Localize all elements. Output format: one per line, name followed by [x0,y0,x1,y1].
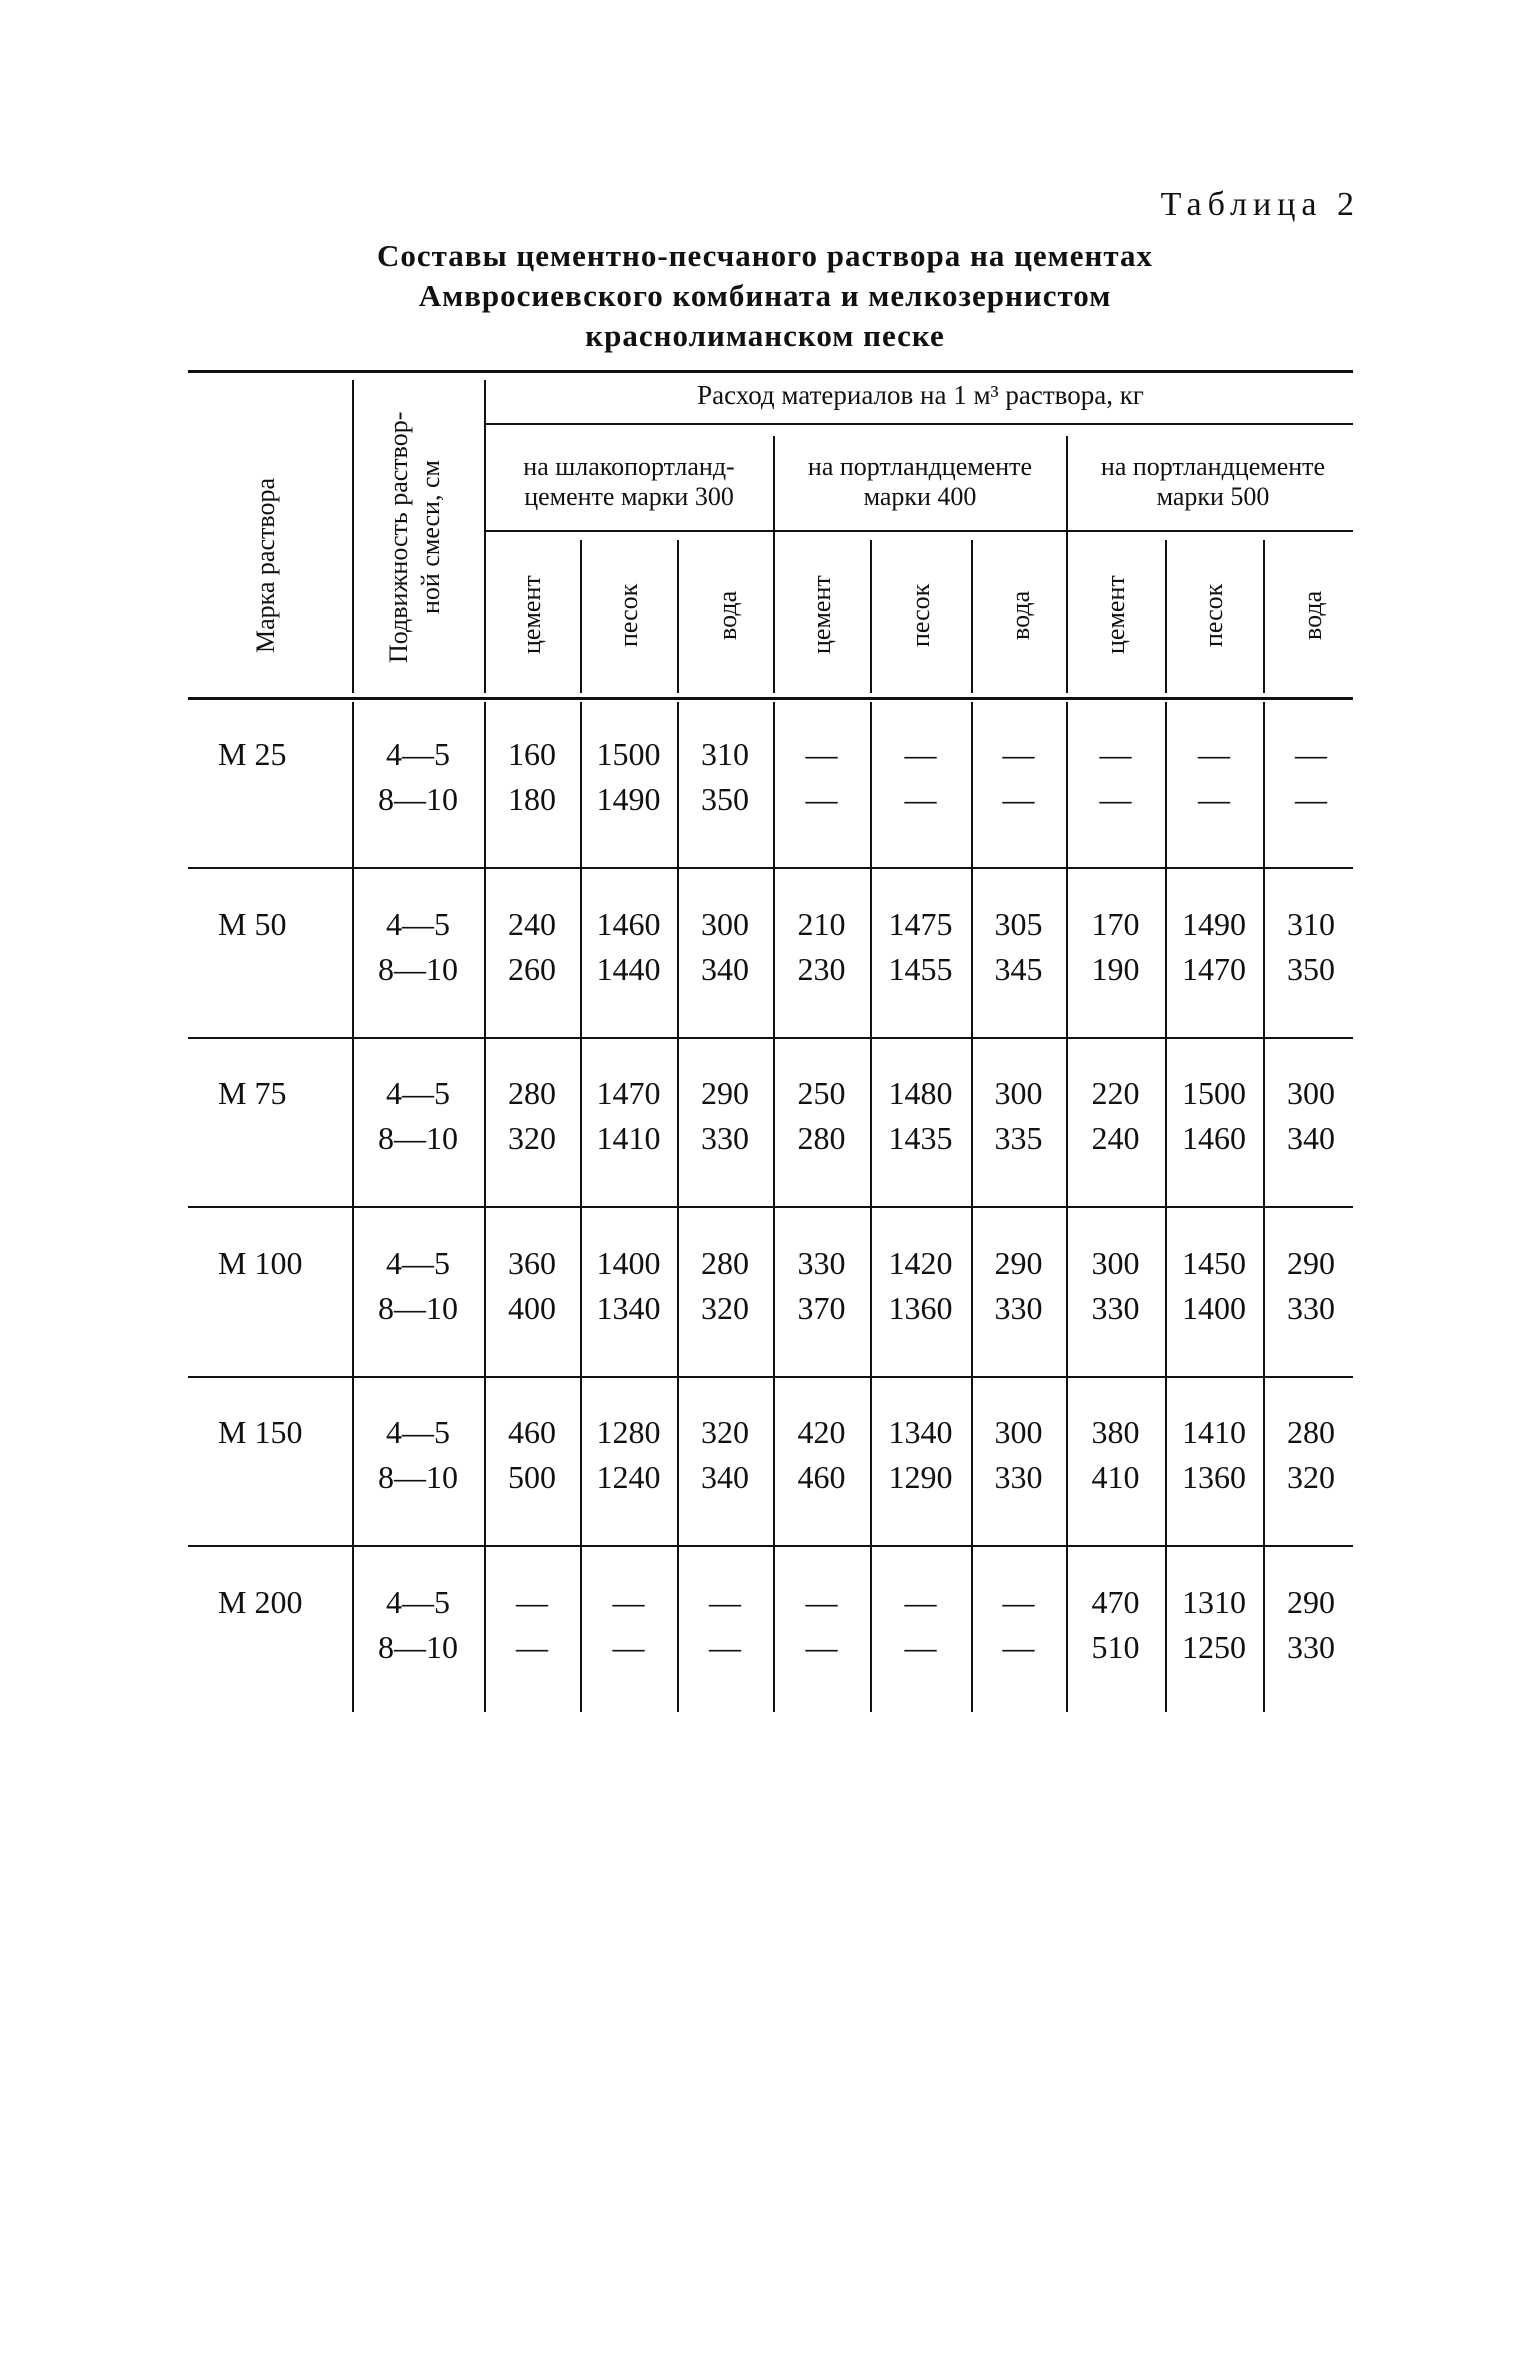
table-cell: 280 [701,1245,749,1281]
table-cell: 300 [994,1075,1043,1111]
table-cell: — [1198,781,1230,817]
table-cell: 350 [1287,951,1335,987]
table-cell: — [904,736,937,772]
header-water: вода [713,590,742,640]
header-group-500-line1: на портландцементе [1100,452,1326,481]
table-cell: — [1002,1584,1035,1620]
table-cell: 1500 [596,736,661,772]
header-group-400-line2: марки 400 [863,482,977,511]
table-cell: 1490 [1182,906,1246,942]
table-cell: — [904,1629,937,1665]
table-label: Таблица 2 [1160,186,1360,223]
table-cell: 500 [508,1459,556,1495]
table-cell: 300 [1091,1245,1140,1281]
table-cell: 400 [508,1290,556,1326]
table-cell: — [612,1629,645,1665]
table-cell: 210 [797,906,846,942]
table-cell: 280 [1287,1414,1335,1450]
table-cell: 1360 [888,1290,953,1326]
table-cell: 230 [797,951,846,987]
table-cell: 340 [701,1459,749,1495]
mobility-value: 4—5 [386,906,450,942]
mobility-value: 8—10 [378,951,458,987]
header-divider [484,380,486,693]
table-cell: 370 [797,1290,846,1326]
header-group-500-line2: марки 500 [1156,482,1270,511]
mobility-value: 4—5 [386,1245,450,1281]
mobility-value: 4—5 [386,1584,450,1620]
table-cell: 180 [508,781,556,817]
table-cell: 1480 [888,1075,953,1111]
table-cell: 340 [701,951,749,987]
header-group-300 [486,452,772,512]
table-cell: 310 [701,736,749,772]
title-line-1: Составы цементно-песчаного раствора на цементах [376,238,1154,273]
table-cell: 470 [1091,1584,1140,1620]
table-cell: 1470 [1182,951,1246,987]
table-cell: — [1295,736,1327,772]
row-group-rule [188,1037,1353,1039]
mobility-value: 8—10 [378,781,458,817]
table-cell: — [805,1629,838,1665]
header-divider [352,380,354,693]
mobility-value: 8—10 [378,1120,458,1156]
table-cell: 1240 [596,1459,661,1495]
table-cell: — [612,1584,645,1620]
mobility-value: 8—10 [378,1459,458,1495]
title-line-2: Амвросиевского комбината и мелкозернистом [418,278,1112,313]
table-cell: — [1002,736,1035,772]
table-cell: 1435 [888,1120,953,1156]
table-cell: 350 [701,781,749,817]
grade-label: М 25 [218,736,287,772]
table-cell: 330 [1091,1290,1140,1326]
header-group-400-line1: на портландцементе [807,452,1033,481]
table-cell: 320 [1287,1459,1335,1495]
header-sand: песок [906,583,935,647]
mobility-value: 8—10 [378,1290,458,1326]
table-cell: 330 [701,1120,749,1156]
table-cell: 300 [994,1414,1043,1450]
header-water: вода [1298,590,1327,640]
table-cell: — [1002,781,1035,817]
table-cell: 1420 [888,1245,953,1281]
table-cell: 1470 [596,1075,661,1111]
table-cell: — [709,1584,741,1620]
table-cell: 320 [701,1290,749,1326]
table-cell: — [1295,781,1327,817]
table-cell: — [516,1584,548,1620]
table-cell: — [904,1584,937,1620]
table-cell: 1460 [596,906,661,942]
table-cell: — [805,736,838,772]
table-cell: 330 [1287,1290,1335,1326]
table-cell: 1400 [1182,1290,1246,1326]
table-cell: 1290 [888,1459,953,1495]
header-mobility [383,385,447,690]
header-top-rule [188,370,1353,373]
table-cell: 170 [1091,906,1140,942]
table-cell: — [516,1629,548,1665]
table-cell: 240 [1091,1120,1140,1156]
table-cell: 1475 [888,906,953,942]
table-cell: 290 [701,1075,749,1111]
mobility-value: 4—5 [386,1414,450,1450]
table-cell: — [805,1584,838,1620]
table-cell: 1460 [1182,1120,1246,1156]
table-cell: 1340 [596,1290,661,1326]
table-cell: 345 [994,951,1043,987]
table-cell: 335 [994,1120,1043,1156]
table-cell: 290 [1287,1245,1335,1281]
grade-label: М 200 [218,1584,303,1620]
table-cell: 300 [1287,1075,1335,1111]
grade-label: М 50 [218,906,287,942]
table-cell: 260 [508,951,556,987]
table-cell: 1455 [888,951,953,987]
table-cell: 380 [1091,1414,1140,1450]
header-mobility-line2: ной смеси, см [416,460,445,615]
mobility-value: 8—10 [378,1629,458,1665]
table-cell: — [1099,781,1132,817]
header-divider [1263,540,1265,693]
table-cell: — [1002,1629,1035,1665]
header-group-400 [775,452,1065,512]
header-divider [677,540,679,693]
header-group-500 [1068,452,1358,512]
grade-label: М 75 [218,1075,287,1111]
table-cell: 220 [1091,1075,1140,1111]
table-cell: 300 [701,906,749,942]
header-divider [1165,540,1167,693]
table-cell: 1490 [596,781,661,817]
header-divider [580,540,582,693]
row-group-rule [188,867,1353,869]
table-cell: 1310 [1182,1584,1246,1620]
table-cell: 1280 [596,1414,661,1450]
header-cement: цемент [807,575,836,655]
table-cell: 240 [508,906,556,942]
table-cell: 410 [1091,1459,1140,1495]
table-cell: 330 [1287,1629,1335,1665]
table-cell: 290 [994,1245,1043,1281]
table-cell: 330 [994,1290,1043,1326]
table-cell: 420 [797,1414,846,1450]
header-bottom-rule [188,697,1353,700]
table-cell: 280 [508,1075,556,1111]
row-group-rule [188,1376,1353,1378]
header-group-300-line1: на шлакопортланд- [523,452,735,481]
table-cell: 510 [1091,1629,1140,1665]
table-cell: 1360 [1182,1459,1246,1495]
table-cell: 330 [994,1459,1043,1495]
header-sand: песок [1199,583,1228,647]
header-sand: песок [614,583,643,647]
header-mobility-line1: Подвижность раствор- [384,411,413,664]
table-cell: 460 [508,1414,556,1450]
mobility-value: 4—5 [386,736,450,772]
header-consumption: Расход материалов на 1 м³ раствора, кг [697,380,1144,410]
table-cell: 1450 [1182,1245,1246,1281]
table-cell: — [805,781,838,817]
mobility-value: 4—5 [386,1075,450,1111]
title-line-3: краснолиманском песке [585,318,945,353]
table-cell: 305 [994,906,1043,942]
table-cell: 320 [701,1414,749,1450]
table-cell: — [1198,736,1230,772]
table-cell: 280 [797,1120,846,1156]
table-cell: — [904,781,937,817]
table-cell: — [1099,736,1132,772]
table-cell: 1410 [596,1120,661,1156]
row-group-rule [188,1545,1353,1547]
header-divider [870,540,872,693]
table-cell: 1410 [1182,1414,1246,1450]
header-water: вода [1006,590,1035,640]
row-group-rule [188,1206,1353,1208]
table-cell: 310 [1287,906,1335,942]
table-cell: 360 [508,1245,556,1281]
table-cell: 290 [1287,1584,1335,1620]
table-cell: — [709,1629,741,1665]
table-cell: 1340 [888,1414,953,1450]
consumption-rule [484,423,1353,425]
table-cell: 1440 [596,951,661,987]
table-cell: 1400 [596,1245,661,1281]
group-rule [484,530,1353,532]
table-cell: 1500 [1182,1075,1246,1111]
table-cell: 330 [797,1245,846,1281]
header-cement: цемент [517,575,546,655]
header-divider [971,540,973,693]
header-cement: цемент [1101,575,1130,655]
header-grade: Марка раствора [251,477,280,653]
table-cell: 250 [797,1075,846,1111]
grade-label: М 150 [218,1414,303,1450]
table-cell: 1250 [1182,1629,1246,1665]
table-cell: 160 [508,736,556,772]
table-cell: 320 [508,1120,556,1156]
table-cell: 460 [797,1459,846,1495]
table-cell: 190 [1091,951,1140,987]
header-group-300-line2: цементе марки 300 [524,482,734,511]
grade-label: М 100 [218,1245,303,1281]
table-cell: 340 [1287,1120,1335,1156]
